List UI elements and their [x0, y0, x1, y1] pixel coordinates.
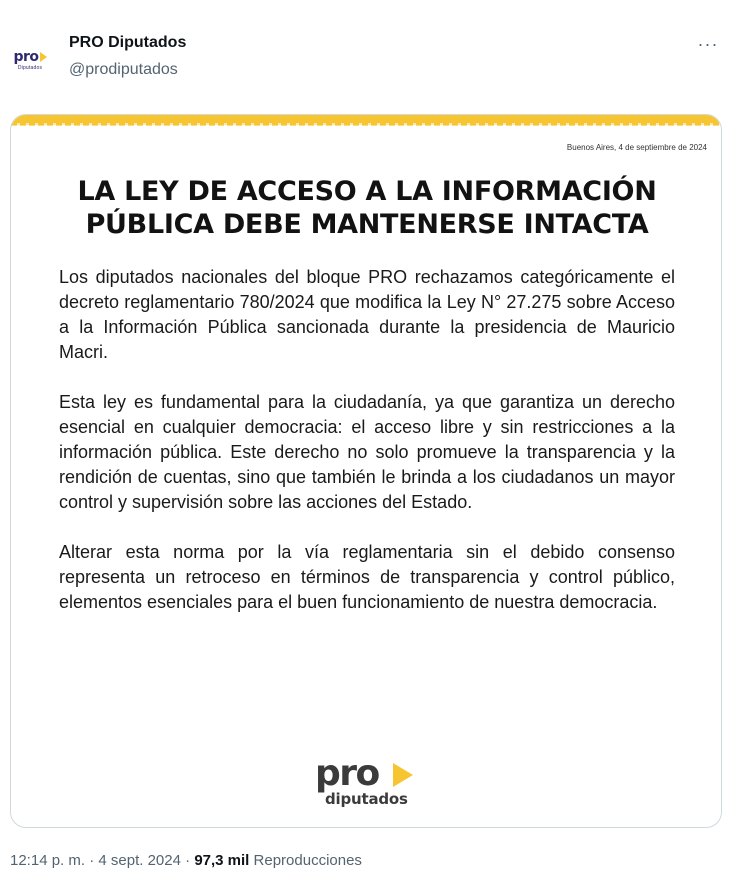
views-label: Reproducciones [249, 852, 362, 869]
meta-separator: · [85, 852, 99, 869]
document-title: LA LEY DE ACCESO A LA INFORMACIÓN PÚBLICA DEBE MANTENERSE INTACTA [77, 176, 657, 240]
tweet-media-image[interactable] [10, 114, 722, 828]
author-handle[interactable]: @prodiputados [69, 61, 178, 78]
avatar-logo-subtext: Diputados [17, 64, 43, 71]
document-date: Buenos Aires, 4 de septiembre de 2024 [566, 143, 707, 152]
yellow-header-band [11, 115, 721, 125]
avatar-logo [13, 50, 46, 64]
document-paragraph: Los diputados nacionales del bloque PRO rechazamos categóricamente el decreto reglamentario 780/2024 que modifica la Ley N° 27.275 sobre Acceso a la Información Pública sancionada durante la presidencia de Mauricio Macri. [59, 267, 675, 362]
author-display-name[interactable]: PRO Diputados [69, 34, 187, 51]
logo-text: pro [315, 753, 379, 794]
pro-diputados-logo [311, 755, 423, 811]
tweet-time[interactable]: 12:14 p. m. [10, 852, 86, 869]
views-count[interactable]: 97,3 mil [194, 852, 250, 869]
more-options-button[interactable] [690, 34, 726, 58]
meta-separator: · [180, 852, 195, 869]
tweet-date[interactable]: 4 sept. 2024 [98, 852, 181, 869]
avatar-logo-text: pro [13, 48, 39, 65]
more-horizontal-icon: ··· [697, 34, 719, 54]
logo-triangle-icon [393, 763, 413, 787]
document-paragraph: Alterar esta norma por la vía reglamentaria sin el debido consenso representa un retroceso en términos de transparencia y control público, elementos esenciales para el buen funcionamiento de nuestra democracia. [59, 542, 675, 612]
play-triangle-icon [40, 52, 47, 62]
document-body [59, 265, 675, 640]
tweet-header [0, 0, 730, 110]
avatar[interactable] [8, 38, 52, 82]
document-paragraph: Esta ley es fundamental para la ciudadanía, ya que garantiza un derecho esencial en cualquier democracia: el acceso libre y sin restricciones a la información pública. Este derecho no solo promueve la transparencia y la rendición de cuentas, sino que también le brinda a los ciudadanos un mayor control y supervisión sobre las acciones del Estado. [59, 392, 675, 512]
logo-subtext: diputados [325, 790, 408, 808]
tweet-meta [10, 852, 362, 869]
